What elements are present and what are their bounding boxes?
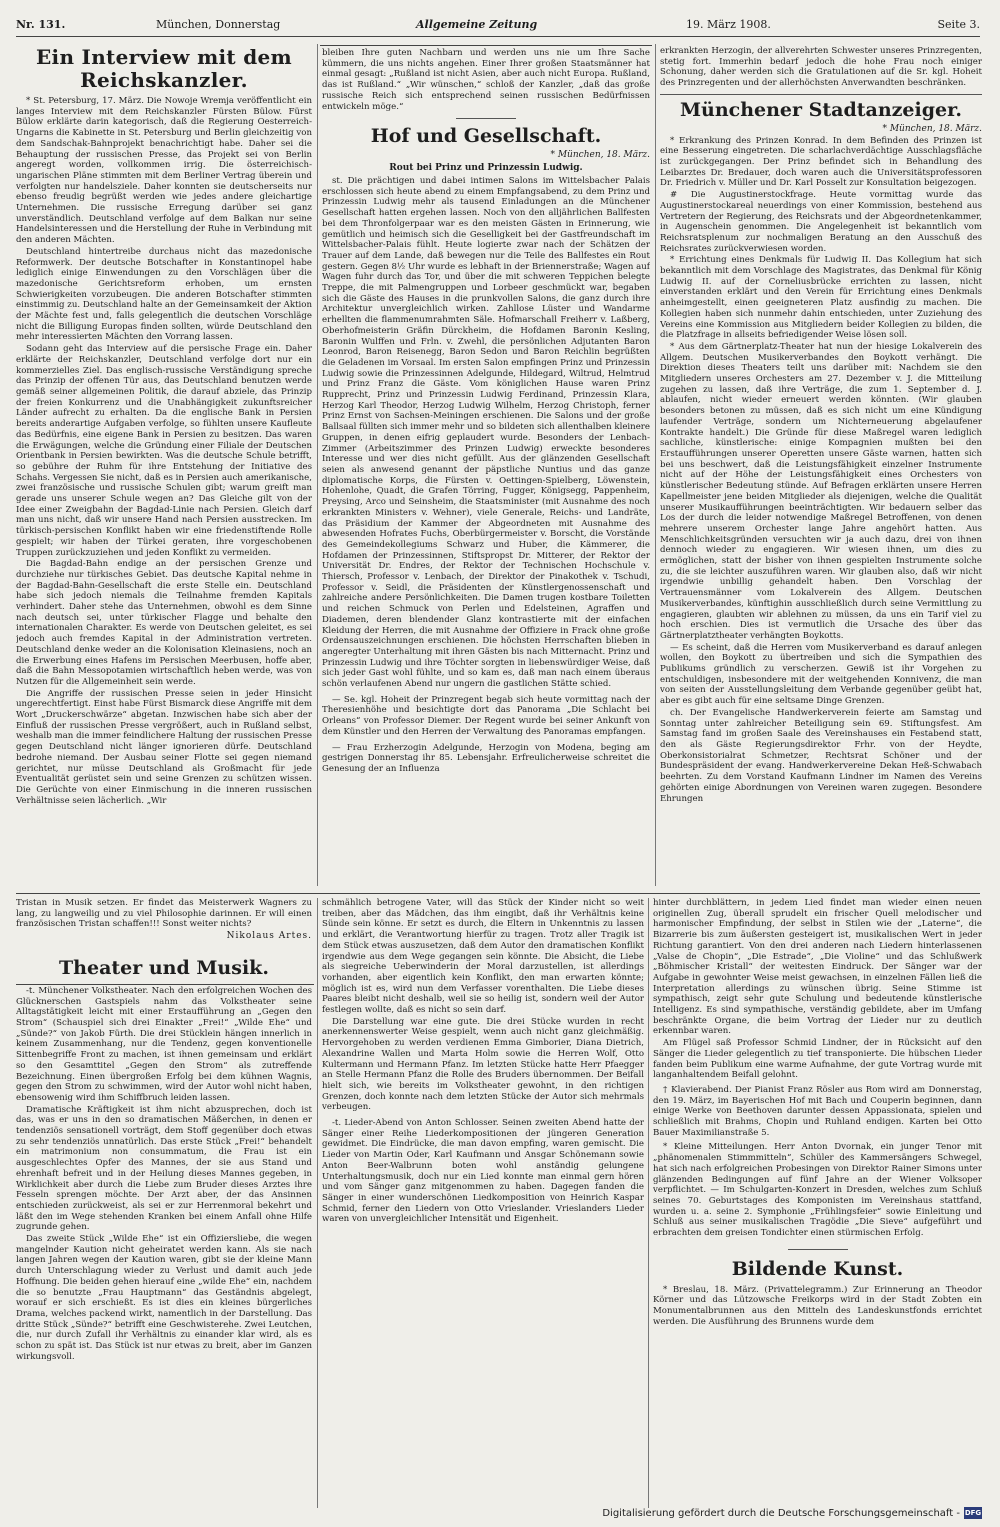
article-paragraph: — Se. kgl. Hoheit der Prinzregent begab sich heute vormittag nach der Theresienhöhe und besichtigte dort das Panorama „Die Schlacht bei Orleans“ von Professor Diemer. Der Regent wurde bei seiner Ankunft von dem Künstler und den Herren der Verwaltung des Panoramas empfangen. [322, 694, 650, 737]
interview-article [16, 46, 312, 888]
article-paragraph: st. Die prächtigen und dabei intimen Salons im Wittelsbacher Palais erschlossen sich heute abend zu einem Empfangsabend, zu dem Prinz und Prinzessin Ludwig mehr als tausend Einladungen an die Münchener Gesellschaft hatten ergehen lassen. Noch von den alljährlichen Ballfesten bei dem Thronfolgerpaar war es den meisten Gästen in Erinnerung, wie gemütlich und heimisch sich die Geselligkeit bei der Gastfreundschaft im Wittelsbacher-Palais fühlt. Heute logierte zwar nach der Schätzen der Trauer auf dem Lande, daß bewegen nur die Teile des Ballfestes ein Rout gestern. Gegen 8½ Uhr wurde es lebhaft in der Briennerstraße; Wagen auf Wagen fuhr durch das Tor, und über die mit schweren Teppichen belegte Treppe, die mit Palmengruppen und Lorbeer geschmückt war, begaben sich die Gäste des Hauses in die prunkvollen Salons, die ganz durch ihre Architektur unvergleichlich wirken. Zahllose Lüster und Wandarme erhellten die flammenumrahmten Säle. Hofmarschall Freiherr v. Laßberg, Oberhofmeisterin Gräfin Dürckheim, die Hofdamen Baronin Kesling, Baronin Wulffen und Frln. v. Zwehl, die persönlichen Adjutanten Baron Leonrod, Baron Reisenegg, Baron Sedon und Baron Reichlin begrüßten die Geladenen im Vorsaal. Im ersten Salon empfingen Prinz und Prinzessin Ludwig sowie die Prinzessinnen Adelgunde, Hildegard, Wiltrud, Helmtrud und Prinz Franz die Gäste. Vom königlichen Hause waren Prinz Rupprecht, Prinz und Prinzessin Ludwig Ferdinand, Prinzessin Klara, Herzog Karl Theodor, Herzog Ludwig Wilhelm, Herzog Christoph, ferner Prinz Ernst von Sachsen-Meiningen erschienen. Die Salons und der große Ballsaal füllten sich immer mehr und so bildeten sich allenthalben kleinere Gruppen, in denen eifrig geplaudert wurde. Besonders der Lenbach-Zimmer (Arbeitszimmer des Prinzen Ludwig) erweckte besonderes Interesse und wer dies nicht gefüllt. Aus der glänzenden Gesellschaft seien als anwesend genannt der päpstliche Nuntius und das ganze diplomatische Korps, die Fürsten v. Oettingen-Spielberg, Löwenstein, Hohenlohe, Quadt, die Grafen Törring, Fugger, Königsegg, Pappenheim, Preysing, Arco und Seinsheim, die Staatsminister (mit Ausnahme des noch erkrankten Ministers v. Wehner), viele Generale, Reichs- und Landräte, das Präsidium der Kammer der Abgeordneten mit Ausnahme des abwesenden Hofrates Fuchs, Oberbürgermeister v. Borscht, die Vorstände des Gemeindekollegiums Schwarz und Huber, die Kämmerer, die Hofdamen der Prinzessinnen, Stiftspropst Dr. Mitterer, der Rektor der Universität Dr. Endres, der Rektor der Technischen Hochschule v. Thiersch, Professor v. Lenbach, der Direktor der Pinakothek v. Tschudi, Professor v. Seidl, die Präsidenten der Künstlergenossenschaft und zahlreiche andere Persönlichkeiten. Die Damen trugen kostbare Toiletten und reichen Schmuck von Perlen und Edelsteinen, Agraffen und Diademen, deren blendender Glanz kontrastierte mit der einfachen Kleidung der Herren, die mit Ausnahme der Offiziere in Frack ohne große Ordensauszeichnungen erschienen. Die höchsten Herrschaften blieben in angeregter Unterhaltung mit ihren Gästen bis nach Mitternacht. Prinz und Prinzessin Ludwig und ihre Töchter sorgten in liebenswürdiger Weise, daß sich jeder Gast wohl fühlte, und so kam es, daß man nach einem überaus schön verlaufenen Abend nur ungern die gastlichen Stätte schied. [322, 176, 650, 690]
issue-number: Nr. 131. [16, 18, 66, 31]
article-paragraph: — Frau Erzherzogin Adelgunde, Herzogin von Modena, beging am gestrigen Donnerstag ihr 85. Lebensjahr. Erfreulicherweise schreitet die Genesung der an Influenza [322, 742, 650, 774]
music-and-art [653, 898, 982, 1504]
paper-name: Allgemeine Zeitung [416, 18, 538, 31]
article-paragraph: -t. Münchener Volkstheater. Nach den erfolgreichen Wochen des Glücknerschen Gastspiels nahm das Volkstheater seine Alltagstätigkeit leicht mit einer Erstaufführung an „Gegen den Strom“ (Schauspiel sich drei Einakter „Frei!“ „Wilde Ehe“ und „Sünde?“ von Jakob Fürth. Die drei Stücklein hängen innerlich in keinem Zusammenhang, nur die Tendenz, gegen konventionelle Sittenbegriffe Front zu machen, ist ihnen gemeinsam und erklärt so den Gesamttitel „Gegen den Strom“ als zutreffende Bezeichnung. Einen übergroßen Erfolg bei dem kühnen Wagnis, gegen den Strom zu schwimmen, wird der Autor wohl nicht haben, ebensowenig wird ihm Schiffbruch leiden lassen. [16, 985, 312, 1103]
masthead [16, 14, 980, 37]
article-paragraph: Die Darstellung war eine gute. Die drei Stücke wurden in recht anerkennenswerter Weise gespielt, wenn auch nicht ganz gleichmäßig. Hervorgehoben zu werden verdienen Emma Gimborier, Diana Dietrich, Alexandrine Wallen und Marta Holm sowie die Herren Wolf, Otto Kultermann und Hermann Pfanz. Im letzten Stücke hatte Herr Pfaegger an Stelle Hermann Pfanz die Rolle des Bruders übernommen. Der Beifall hielt sich, wie bereits im Volkstheater gewohnt, in den richtigen Grenzen, doch konnte nach dem letzten Stücke der Autor sich mehrmals verbeugen. [322, 1016, 644, 1113]
section-title: Münchener Stadtanzeiger. [679, 98, 962, 121]
article-paragraph: Am Flügel saß Professor Schmid Lindner, der in Rücksicht auf den Sänger die Lieder gelegentlich zu tief transponierte. Die hübschen Lieder fanden beim Publikum eine warme Aufnahme, der gute Vortrag wurde mit langanhaltendem Beifall gelohnt. [653, 1038, 982, 1081]
column-rule [317, 44, 318, 886]
section-rule [320, 45, 652, 46]
article-paragraph: erkrankten Herzogin, der allverehrten Schwester unseres Prinzregenten, stetig fort. Immerhin bedarf jedoch die hohe Frau noch einiger Schonung, daher werden sich die Gratulationen auf die Sr. kgl. Hoheit des Prinzregenten und der allerhöchsten Anverwandten beschränken. [660, 46, 982, 89]
theater-continuation [322, 898, 644, 1504]
article-separator [788, 1249, 848, 1250]
stadtanzeiger-article [660, 46, 982, 888]
article-paragraph: * Aus dem Gärtnerplatz-Theater hat nun der hiesige Lokalverein des Allgem. Deutschen Musikerverbandes den Boykott verhängt. Die Direktion dieses Theaters teilt uns darüber mit: Nachdem sie den Mitgliedern unseres Orchesters am 27. Dezember v. J. die Mitteilung zugehen zu lassen, daß ihre Verträge, die zum 1. September d. J. ablaufen, nicht wieder erneuert werden könnten. (Wir glauben besonders betonen zu müssen, daß es sich nicht um eine Kündigung laufender Verträge, sondern um Nichterneuerung abgelaufener Kontrakte handelt.) Die Gründe für diese Maßregel waren lediglich sachliche, künstlerische: einige Kompagnien mußten bei den Erstaufführungen unserer Operetten unsere Gäste warnen, hatten sich bei uns beschwert, daß die Leistungsfähigkeit einzelner Instrumente nicht auf der Höhe der Leistungsfähigkeit eines Orchesters von künstlerischer Bedeutung stünde. Auf Befragen erklärten unsere Herren Kapellmeister jene beiden Mitglieder als diejenigen, welche die Qualität unserer Musikaufführungen beeinträchtigten. Wir bedauern selber das Los der durch die leider notwendige Maßregel Betroffenen, von denen mehrere unserem Orchester lange Jahre angehört hatten. Aus Menschlichkeitsgründen versuchten wir ja auch dazu, drei von ihnen dennoch wieder zu engagieren. Wir wiesen ihnen, um dies zu ermöglichen, statt der bisher von ihnen gespielten Instrumente solche zu, die sie leichter auszuführen waren. Wir glauben also, daß wir nicht irgendwie unbillig gehandelt haben. Den Vorschlag der Vertrauensmänner vom Lokalverein des Allgem. Deutschen Musikerverbandes, künftighin ausschließlich durch seine Vermittlung zu engagieren, glaubten wir ablehnen zu müssen, da uns ein Tarif viel zu hoch erschien. Dies ist vermutlich die Ursache des über das Gärtnerplatztheater verhängten Boykotts. [660, 341, 982, 641]
dateline: * München, 18. März. [550, 150, 650, 161]
article-separator [456, 118, 516, 119]
dateline: * München, 18. März. [882, 123, 982, 134]
dfg-logo-icon: DFG [964, 1509, 982, 1517]
article-author: Nikolaus Artes. [226, 931, 312, 942]
section-title: Bildende Kunst. [731, 1257, 904, 1280]
article-paragraph: † Klavierabend. Der Pianist Franz Rösler aus Rom wird am Donnerstag, den 19. März, im Bayerischen Hof mit Bach und Couperin beginnen, dann einige Werke von Beethoven darunter dessen Appassionata, spielen und schließlich mit Brahms, Chopin und Ruhland endigen. Karten bei Otto Bauer Maximilianstraße 5. [653, 1084, 982, 1138]
section-title: Hof und Gesellschaft. [370, 125, 602, 148]
hof-article [322, 48, 650, 886]
section-title: Theater und Musik. [59, 957, 269, 980]
article-paragraph: Tristan in Musik setzen. Er findet das Meisterwerk Wagners zu lang, zu langweilig und zu viel Philosophie darinnen. Er will einen französischen Tristan schaffen!!! Sonst weiter nichts? [16, 898, 312, 930]
article-paragraph: Deutschland hintertreibe durchaus nicht das mazedonische Reformwerk. Der deutsche Botschafter in Konstantinopel habe lediglich einige Einwendungen zu den Vorschlägen über die mazedonische Gerichtsreform erhoben, um ernsten Schwierigkeiten vorzubeugen. Die anderen Botschafter stimmten einstimmig zu. Deutschland halte an der Gemeinsamkeit der Aktion der Mächte fest und, falls gelegentlich die deutschen Vorschläge nicht die Billigung Europas finden sollten, würde Deutschland den mehr interessierten Mächten den Vorrang lassen. [16, 246, 312, 343]
article-separator [660, 94, 982, 95]
place-day: München, Donnerstag [156, 18, 281, 31]
theater-article [16, 898, 312, 1504]
article-paragraph: schmählich betrogene Vater, will das Stück der Kinder nicht so weit treiben, aber das Mädchen, das ihm eingibt, daß ihr Verhältnis keine Sünde sein könne. Er setzt es durch, die Eltern in Unkenntnis zu lassen und erklärt, die Verantwortung hierfür zu tragen. Trotz aller Tragik ist dem Stück etwas auszusetzen, daß dem Autor den dramatischen Konflikt irgendwie aus dem Wege gegangen sein könnte. Die Absicht, die Liebe als siegreiche Ueberwinderin der Moral darzustellen, ist allerdings vorhanden, aber eigentlich kein Konflikt, den man erwarten könnte; möglich ist es, wird nun dem Verfasser vorenthalten. Die Liebe dieses Paares bleibt nicht deshalb, weil sie so heilig ist, sondern weil der Autor festlegen wollte, daß es nicht so sein darf. [322, 898, 644, 1016]
article-title: Ein Interview mit dem Reichskanzler. [36, 46, 292, 92]
article-paragraph: ch. Der Evangelische Handwerkerverein feierte am Samstag und Sonntag unter zahlreicher Beteiligung sein 69. Stiftungsfest. Am Samstag fand im großen Saale des Vereinshauses ein Festabend statt, den als Gäste Regierungsdirektor Frhr. von der Heydte, Oberkonsistorialrat Schmetzer, Rechtsrat Schöner und der Bundespräsident der evang. Handwerkervereine Dekan Heß-Schwabach beehrten. Zu dem Vorstand Kaufmann Lindner im Namen des Vereins gehörten einige Abordnungen von Vereinen waren zugegen. Besondere Ehrungen [660, 707, 982, 804]
article-paragraph: Das zweite Stück „Wilde Ehe“ ist ein Offiziersliebe, die wegen mangelnder Kaution nicht geheiratet werden kann. Als sie nach langen Jahren wegen der Kaution waren, gibt sie der kleine Mann durch Unterschlagung wieder zu Verlust und damit auch jede Hoffnung. Die beiden gehen hierauf eine „wilde Ehe“ ein, nachdem die so benutzte „Frau Hauptmann“ das Geständnis abgelegt, worauf er sich erschießt. Es ist dies ein kleines bürgerliches Drama, welches packend wirkt, namentlich in der Darstellung. Das dritte Stück „Sünde?“ betrifft eine Geschwisterehe. Zwei Leutchen, die, nur durch Zufall ihr Verhältnis zu einander klar wird, als es schon zu spät ist. Das Stück ist nur etwas zu breit, aber im Ganzen wirkungsvoll. [16, 1234, 312, 1362]
issue-date: 19. März 1908. [686, 18, 771, 31]
digitization-credit [602, 1507, 982, 1519]
article-paragraph: Die Bagdad-Bahn endige an der persischen Grenze und durchziehe nur türkisches Gebiet. Das deutsche Kapital nehme in der Bagdad-Bahn-Gesellschaft die erste Stelle ein. Deutschland habe sich jedoch niemals die Teilnahme fremden Kapitals verhindert. Daher stehe das Unternehmen, obwohl es dem Sinne nach deutsch sei, unter türkischer Flagge und behalte den internationalen Charakter. Es werde von Deutschen geleitet, es sei jedoch auch fremdes Kapital in der Administration vertreten. Deutschland denke weder an die Kolonisation Kleinasiens, noch an die Erwerbung eines Hafens im Persischen Meerbusen, hoffe aber, daß die Bahn Messopotamien wirtschaftlich heben werde, was von Nutzen für die Allgemeinheit sein werde. [16, 559, 312, 687]
column-rule [648, 898, 649, 1508]
article-paragraph: * Kleine Mitteilungen. Herr Anton Dvornak, ein junger Tenor mit „phänomenalen Stimmmitteln“, Schüler des Kammersängers Schwegel, hat sich nach erfolgreichen Probesingen von Direktor Rainer Simons unter glänzenden Bedingungen auf fünf Jahre an der Wiener Volksoper verpflichtet. — Im Schulgarten-Konzert in Dresden, welches zum Schluß seines 70. Geburtstages des Komponisten im Vereinshaus stattfand, wurden u. a. seine 2. Symphonie „Frühlingsfeier“ sowie Einleitung und Schluß aus seiner musikalischen Tragödie „Die Sieve“ aufgeführt und erbrachten dem greisen Tondichter einen stürmischen Erfolg. [653, 1142, 982, 1239]
subheading: Rout bei Prinz und Prinzessin Ludwig. [389, 163, 583, 174]
article-paragraph: * Erkrankung des Prinzen Konrad. In dem Befinden des Prinzen ist eine Besserung eingetreten. Die scharlachverdächtige Ausschlagsfläche ist zurückgegangen. Der Prinz befindet sich in Behandlung des Leibarztes Dr. Bredauer, doch waren auch die Universitätsprofessoren Dr. Friedrich v. Müller und Dr. Karl Posselt zur Konsultation beigezogen. [660, 135, 982, 189]
article-paragraph: * Breslau, 18. März. (Privattelegramm.) Zur Erinnerung an Theodor Körner und das Lützowsche Freikorps wird in der Stadt Zobten ein Monumentalbrunnen aus den Mitteln des Landeskunstfonds errichtet werden. Die Ausführung des Brunnens wurde dem [653, 1284, 982, 1327]
article-paragraph: bleiben Ihre guten Nachbarn und werden uns nie um Ihre Sache kümmern, die uns nichts angehen. Einer Ihrer großen Staatsmänner hat einmal gesagt: „Rußland ist nicht Asien, aber auch nicht Europa. Rußland, das ist Rußland.“ „Wir wünschen,“ schloß der Kanzler, „daß das große russische Reich sich entsprechend seinen russischen Bedürfnissen entwickeln möge.“ [322, 48, 650, 112]
article-paragraph: Sodann geht das Interview auf die persische Frage ein. Daher erklärte der Reichskanzler, Deutschland verfolge dort nur ein kommerzielles Ziel. Das englisch-russische Verständigung spreche das Prinzip der offenen Tür aus, das Deutschland benutzen werde gemäß seiner allgemeinen Politik, die darauf abziele, das Prinzip der freien Konkurrenz und die Unabhängigkeit zukunftsreicher Länder aufrecht zu erhalten. Da die englische Bank in Persien bereits anderartige Aufgaben verfolge, so fühlten unsere Kaufleute das Bedürfnis, eine eigene Bank in Persien zu besitzen. Das waren die Erwägungen, welche die Gründung einer Filiale der Deutschen Orientbank in Persien bewirkten. Was die deutsche Schule betrifft, so gebühre der Ruhm für ihre Entstehung der Initiative des Schahs. Vergessen Sie nicht, daß es in Persien auch amerikanische, zwei französische und russische Schulen gibt; warum greift man gerade uns unserer Schule wegen an? Das Gleiche gilt von der Idee einer Zweigbahn der Bagdad-Linie nach Persien. Gleich darf man uns nicht, daß wir unsere Hand nach Persien ausstrecken. Im türkisch-persischen Konflikt haben wir eine friedenstiftende Rolle gespielt; wir haben der Türkei geraten, ihre vorgeschobenen Truppen zurückzuziehen und jeden Konflikt zu vermeiden. [16, 344, 312, 558]
column-rule [655, 44, 656, 886]
credit-text: Digitalisierung gefördert durch die Deutsche Forschungsgemeinschaft - [602, 1507, 960, 1519]
article-paragraph: Dramatische Kräftigkeit ist ihm nicht abzusprechen, doch ist das, was er uns in den so dramatischen Mäßerchen, in denen er tendenziös sensationell vorträgt, dem Stoff gegenüber doch etwas zu sehr tendenziös unnatürlich. Das erste Stück „Frei!“ behandelt ein matrimonium non consummatum, die Frau ist ein ausgeschlechtes Opfer des Mannes, der sie aus Stand und ehrenhaft befreit und in der Heilung dieses Mannes gegeben, in Wirklichkeit aber durch die Liebe zum Bruder dieses Arztes ihre Fesseln sprengen möchte. Der Arzt aber, der das Ansinnen entschieden zurückweist, als sei er zur Herrenmoral bekehrt und läßt den im Wege stehenden Kranken bei einem Anfall ohne Hilfe zugrunde gehen. [16, 1104, 312, 1233]
article-paragraph: hinter durchblättern, in jedem Lied findet man wieder einen neuen originellen Zug, überall sprudelt ein frischer Quell melodischer und harmonischer Empfindung, der selbst in Stilen wie der „Laterne“, die Bizarrerie bis zum äußersten gesteigert ist, musikalischen Wert in jeder Richtung garantiert. Von den drei anderen nach Liedern hinterlassenen „Valse de Chopin“, „Die Estrade“, „Die Violine“ und das Schlußwerk „Böhmischer Kristall“ der weitesten Eindruck. Der Sänger war der Aufgabe in gewohnter Weise meist gewachsen, in einzelnen Fällen ließ die Interpretation allerdings zu wünschen übrig. Seine Stimme ist sympathisch, zeigt sehr gute Schulung und bedeutende künstlerische Intelligenz. Es sind sympathische, verständig gebildete, aber im Umfang beschränkte Organe, die beim Vortrag der Lieder nur zu deutlich erkennbar waren. [653, 898, 982, 1037]
page-number: Seite 3. [937, 18, 980, 31]
section-rule [16, 893, 980, 894]
article-paragraph: # Die Augustinerstockfrage. Heute vormittag wurde das Augustinerstockareal neuerdings von einer Kommission, bestehend aus Vertretern der Regierung, des Reichsrats und der Abgeordnetenkammer, in Augenschein genommen. Die Angelegenheit ist bekanntlich vom Reichsratsplenum zur nochmaligen Beratung an den Ausschuß des Reichsrates zurückverwiesen worden. [660, 190, 982, 254]
column-rule [317, 898, 318, 1508]
article-paragraph: * Errichtung eines Denkmals für Ludwig II. Das Kollegium hat sich bekanntlich mit dem Vorschlage des Magistrates, das Denkmal für König Ludwig II. auf der Corneliusbrücke errichten zu lassen, nicht einverstanden erklärt und den Verein für Errichtung eines Denkmals anheimgestellt, einen geeigneteren Platz ausfindig zu machen. Die Kollegien haben sich nunmehr dahin entschieden, unter Zuziehung des Vereins eine Kommission aus Mitgliedern beider Kollegien zu bilden, die die Platzfrage in allseits befriedigender Weise lösen soll. [660, 255, 982, 341]
article-paragraph: -t. Lieder-Abend von Anton Schlosser. Seinen zweiten Abend hatte der Sänger einer Reihe Liederkompositionen der jüngeren Generation gewidmet. Die Eindrücke, die man davon empfing, waren gemischt. Die Lieder von Martin Oder, Karl Kaufmann und Ansgar Schönemann sowie Anton Beer-Walbrunn boten wohl anständig gelungene Unterhaltungsmusik, doch nur ein Lied konnte man einmal gern hören und vom Sänger ganz mitgenommen zu haben. Dagegen fanden die Sänger in einer wunderschönen Liedkomposition von Heinrich Kaspar Schmid, ferner den Liedern von Otto Vrieslander. Vrieslanders Lieder waren von unvergleichlicher Intensität und Eigenheit. [322, 1118, 644, 1225]
article-paragraph: * St. Petersburg, 17. März. Die Nowoje Wremja veröffentlicht ein langes Interview mit dem Reichskanzler Fürsten Bülow. Fürst Bülow erklärte darin kategorisch, daß die Regierung Oesterreich-Ungarns die Kabinette in St. Petersburg und Berlin gleichzeitig von dem Sandschak-Bahnprojekt benachrichtigt habe. Daher sei die Behauptung der russischen Presse, das Projekt sei von Berlin angeregt worden, vollkommen irrig. Die österreichisch-ungarischen Pläne stimmten mit dem Berliner Vertrag überein und verfolgten nur handelsziele. Daher konnten sie deutscherseits nur ebenso freudig begrüßt werden wie jedes andere gleichartige Unternehmen. Die russische Erregung darüber sei ganz unverständlich. Deutschland verfolge auf dem Balkan nur seine Handelsinteressen und die Herstellung der Ruhe in Verbindung mit den anderen Mächten. [16, 96, 312, 246]
article-paragraph: — Es scheint, daß die Herren vom Musikerverband es darauf anlegen wollen, den Boykott zu übertreiben und sich die Sympathien des Publikums gründlich zu verscherzen. Gewiß ist ihr Vorgehen zu entschuldigen, insbesondere mit der weitgehenden Konnivenz, die man von seiten der Ausstellungsleitung dem Verbande gegenüber geübt hat, aber es gibt auch für eine seltsame Dinge Grenzen. [660, 642, 982, 707]
article-paragraph: Die Angriffe der russischen Presse seien in jeder Hinsicht ungerechtfertigt. Einst habe Fürst Bismarck diese Angriffe mit dem Wort „Druckerschwärze“ abgetan. Inzwischen habe sich aber der Einfluß der russischen Presse vergrößert, auch in Rußland selbst, weshalb man die immer feindlichere Haltung der russischen Presse gegen Deutschland nicht länger ignorieren dürfe. Deutschland bedrohe niemand. Der Ausbau seiner Flotte sei gegen niemand gerichtet, nur müsse Deutschland als Großmacht für jede Eventualität gerüstet sein und seine Grenzen zu schützen wissen. Die Gerüchte von einer Einmischung in die inneren russischen Verhältnisse seien lächerlich. „Wir [16, 688, 312, 806]
